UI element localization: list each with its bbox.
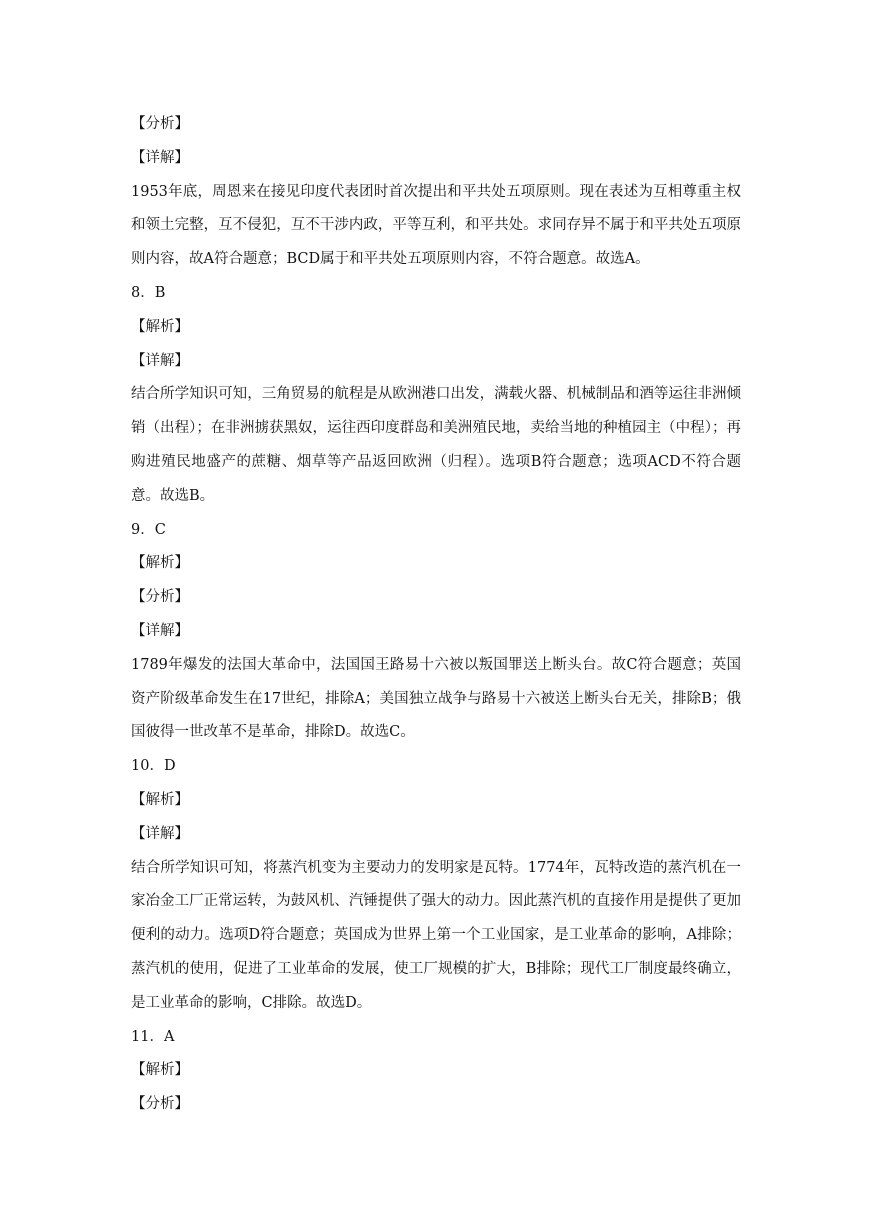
- section-tag-detail: 【详解】: [131, 622, 189, 639]
- answer-number-8: 8．B: [131, 284, 166, 301]
- section-tag-jiexi: 【解析】: [131, 555, 189, 572]
- section-tag-analysis: 【分析】: [131, 589, 189, 606]
- explanation-paragraph-8: 结合所学知识可知，三角贸易的航程是从欧洲港口出发，满载火器、机械制品和酒等运往非洲倾销（出程）；在非洲掳获黑奴，运往西印度群岛和美洲殖民地，卖给当地的种植园主（中程）；再购进殖民地盛产的蔗糖、烟草等产品返回欧洲（归程）。选项B符合题意；选项ACD不符合题意。故选B。: [131, 386, 741, 504]
- section-tag-detail: 【详解】: [131, 149, 189, 166]
- explanation-paragraph-9: 1789年爆发的法国大革命中，法国国王路易十六被以叛国罪送上断头台。故C符合题意；英国资产阶级革命发生在17世纪，排除A；美国独立战争与路易十六被送上断头台无关，排除B；俄国彼得一世改革不是革命，排除D。故选C。: [131, 656, 741, 741]
- section-tag-jiexi: 【解析】: [131, 791, 189, 808]
- section-tag-analysis: 【分析】: [131, 1096, 189, 1113]
- section-tag-jiexi: 【解析】: [131, 318, 189, 335]
- explanation-paragraph-7: 1953年底，周恩来在接见印度代表团时首次提出和平共处五项原则。现在表述为互相尊重主权和领土完整，互不侵犯，互不干涉内政，平等互利，和平共处。求同存异不属于和平共处五项原则内容，故A符合题意；BCD属于和平共处五项原则内容，不符合题意。故选A。: [131, 183, 741, 268]
- answer-content: [131, 108, 741, 1122]
- section-tag-detail: 【详解】: [131, 352, 189, 369]
- answer-number-11: 11．A: [131, 1028, 175, 1045]
- explanation-paragraph-10: 结合所学知识可知，将蒸汽机变为主要动力的发明家是瓦特。1774年，瓦特改造的蒸汽机在一家冶金工厂正常运转，为鼓风机、汽锤提供了强大的动力。因此蒸汽机的直接作用是提供了更加便利的动力。选项D符合题意；英国成为世界上第一个工业国家，是工业革命的影响，A排除；蒸汽机的使用，促进了工业革命的发展，使工厂规模的扩大，B排除；现代工厂制度最终确立，是工业革命的影响，C排除。故选D。: [131, 859, 741, 1011]
- section-tag-analysis: 【分析】: [131, 116, 189, 132]
- answer-number-10: 10．D: [131, 758, 176, 775]
- section-tag-jiexi: 【解析】: [131, 1062, 189, 1079]
- section-tag-detail: 【详解】: [131, 825, 189, 842]
- answer-number-9: 9．C: [131, 521, 166, 538]
